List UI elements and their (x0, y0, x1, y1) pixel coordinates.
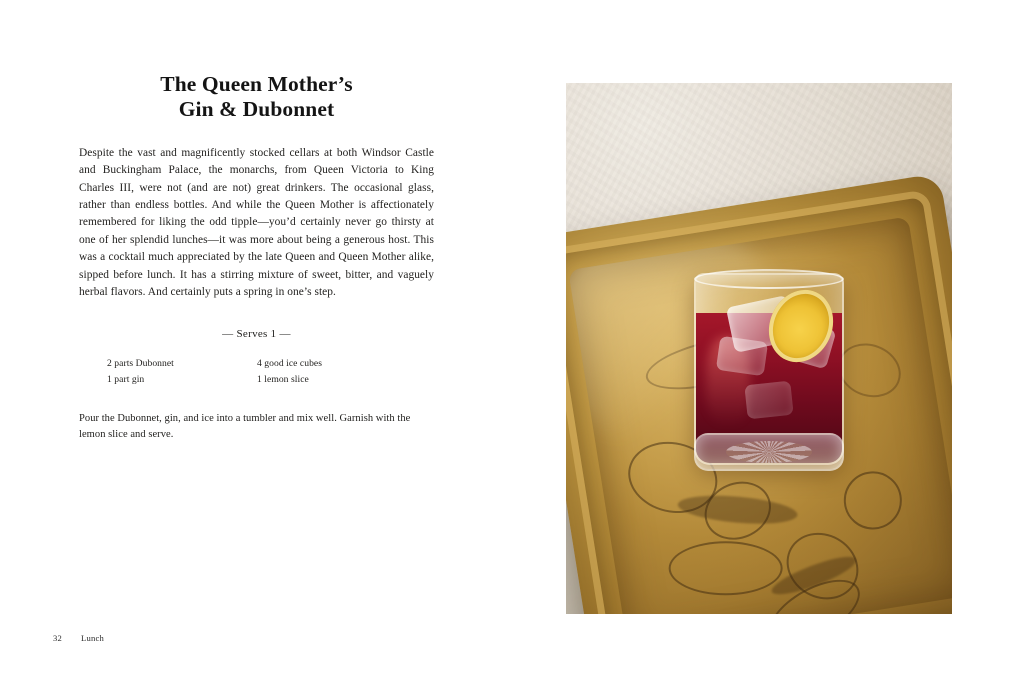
glass-rim (694, 269, 844, 289)
page-number: 32 (53, 633, 62, 643)
cocktail-glass (686, 273, 846, 483)
glass-base (694, 433, 844, 471)
glass-base-cut-pattern (726, 441, 812, 463)
ingredients-list (107, 356, 407, 389)
section-name: Lunch (81, 633, 104, 643)
recipe-photograph (566, 83, 952, 614)
ice-cube (744, 381, 793, 420)
recipe-title-line-1: The Queen Mother’s (160, 72, 353, 96)
tray-motif (669, 541, 783, 595)
serves-line: — Serves 1 — (222, 327, 291, 340)
page-footer (53, 633, 104, 643)
ingredient-item: 2 parts Dubonnet (107, 357, 174, 369)
recipe-text-column (79, 72, 434, 443)
ingredient-item: 4 good ice cubes (257, 357, 323, 369)
recipe-method: Pour the Dubonnet, gin, and ice into a tumbler and mix well. Garnish with the lemon slice and serve. (79, 412, 411, 440)
photo-scene (566, 83, 952, 614)
tray-motif (842, 469, 904, 531)
recipe-title-line-2: Gin & Dubonnet (178, 97, 335, 122)
ingredients-column-right (257, 356, 407, 389)
ingredients-column-left (107, 356, 257, 389)
recipe-title (79, 72, 434, 123)
ingredient-item: 1 part gin (107, 374, 145, 386)
recipe-introduction: Despite the vast and magnificently stocked cellars at both Windsor Castle and Buckingham Palace, the monarchs, from Queen Victoria to King Charles III, were not (and are not) great drinkers. The occasional glass, rather than endless bottles. And while the Queen Mother is affectionately remembered for liking the odd tipple—you’d certainly never go thirsty at one of her splendid lunches—it was more about being a generous host. This was a cocktail much appreciated by the late Queen and Queen Mother alike, sipped before lunch. It has a stirring mixture of sweet, bitter, and vaguely herbal flavors. And certainly puts a spring in one’s step. (79, 146, 434, 299)
ingredient-item: 1 lemon slice (257, 374, 309, 386)
